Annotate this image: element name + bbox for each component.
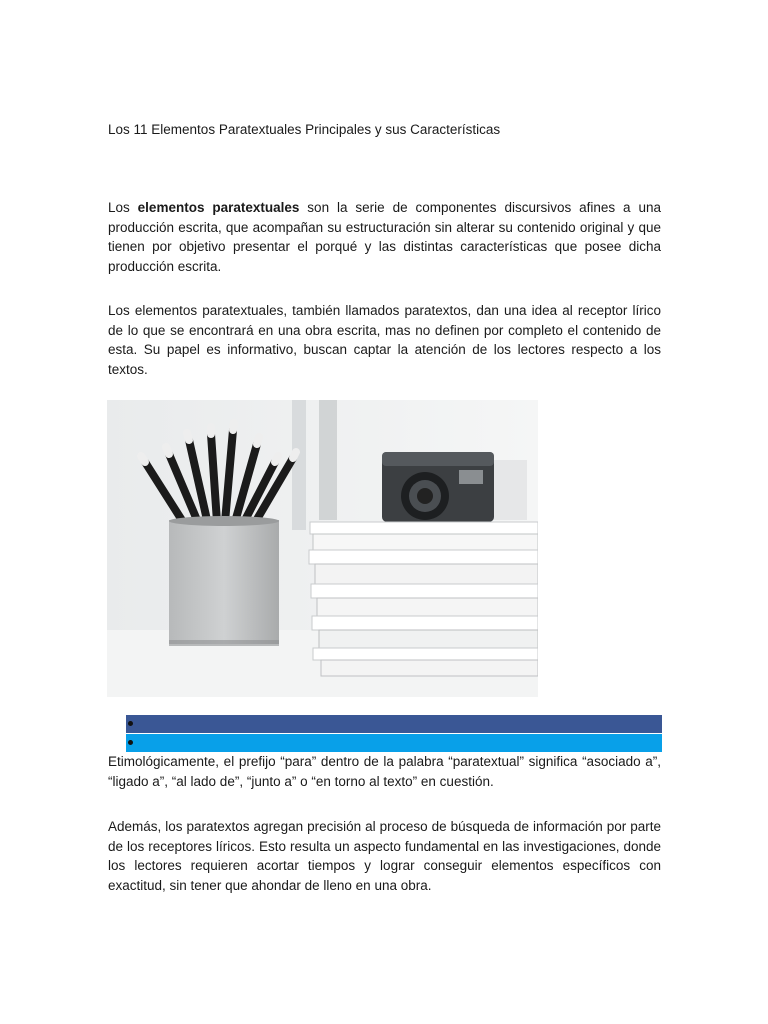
paragraph-intro: [108, 198, 661, 276]
pencil-cup-books-image: [107, 400, 538, 697]
bullet-icon: [128, 721, 133, 726]
share-bar-twitter[interactable]: [126, 734, 662, 752]
paragraph-additional: Además, los paratextos agregan precisión al proceso de búsqueda de información por parte de los receptores líricos. Esto resulta un aspecto fundamental en las investigaciones, donde los lectores requieren acortar tiempos y lograr conseguir elementos específicos con exactitud, sin tener que ahondar de lleno en una obra.: [108, 819, 661, 893]
intro-rest: son la serie de componentes discursivos afines a una producción escrita, que acompañan su estructuración sin alterar su contenido original y que tienen por objetivo presentar el porqué y las distintas características que posee dicha producción escrita.: [108, 200, 661, 274]
paragraph-definition: Los elementos paratextuales, también llamados paratextos, dan una idea al receptor lírico de lo que se encontrará en una obra escrita, mas no definen por completo el contenido de esta. Su papel es informativo, buscan captar la atención de los lectores respecto a los textos.: [108, 303, 661, 377]
article-photo: [107, 400, 538, 697]
share-bar-facebook[interactable]: [126, 715, 662, 733]
bullet-icon: [128, 740, 133, 745]
paragraph-etymology: Etimológicamente, el prefijo “para” dentro de la palabra “paratextual” significa “asociado a”, “ligado a”, “al lado de”, “junto a” o “en torno al texto” en cuestión.: [108, 754, 661, 789]
intro-bold-term: elementos paratextuales: [137, 200, 300, 215]
intro-prefix: Los: [108, 200, 138, 215]
page-title: Los 11 Elementos Paratextuales Principales y sus Características: [108, 122, 501, 137]
